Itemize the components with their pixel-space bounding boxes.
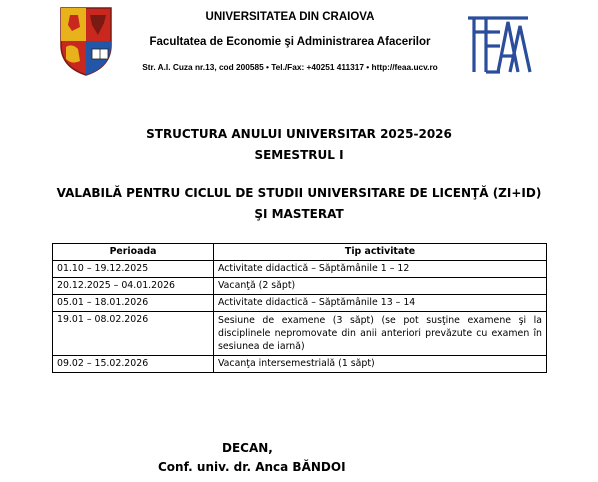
period-cell: 01.10 – 19.12.2025	[53, 261, 214, 278]
university-crest-icon	[58, 5, 114, 77]
table-header-row	[53, 244, 547, 261]
period-cell: 20.12.2025 – 04.01.2026	[53, 278, 214, 295]
column-header: Tip activitate	[214, 244, 547, 261]
period-cell: 19.01 – 08.02.2026	[53, 312, 214, 356]
column-header: Perioada	[53, 244, 214, 261]
university-name: UNIVERSITATEA DIN CRAIOVA	[205, 11, 375, 23]
table-row	[53, 278, 547, 295]
table-row	[53, 295, 547, 312]
faculty-address: Str. A.I. Cuza nr.13, cod 200585 • Tel./Fax: +40251 411317 • http://feaa.ucv.ro	[142, 62, 438, 72]
document-title: STRUCTURA ANULUI UNIVERSITAR 2025-2026	[146, 127, 452, 141]
document-header	[0, 0, 598, 90]
activity-cell: Activitate didactică – Săptămânile 1 – 12	[214, 261, 547, 278]
signature-name: Conf. univ. dr. Anca BĂNDOI	[158, 460, 346, 474]
activity-cell: Sesiune de examene (3 săpt) (se pot susţine examene şi la disciplinele nepromovate din anii anteriori prevăzute cu examen în sesiunea de iarnă)	[214, 312, 547, 356]
table-row	[53, 356, 547, 373]
semester-title: SEMESTRUL I	[254, 148, 344, 162]
table-row	[53, 312, 547, 356]
activity-cell: Activitate didactică – Săptămânile 13 – 14	[214, 295, 547, 312]
activity-cell: Vacanţa intersemestrială (1 săpt)	[214, 356, 547, 373]
period-cell: 05.01 – 18.01.2026	[53, 295, 214, 312]
schedule-table	[52, 243, 547, 373]
activity-cell: Vacanţă (2 săpt)	[214, 278, 547, 295]
validity-title: VALABILĂ PENTRU CICLUL DE STUDII UNIVERSITARE DE LICENŢĂ (ZI+ID)	[56, 186, 542, 200]
faculty-name: Facultatea de Economie şi Administrarea Afacerilor	[149, 36, 431, 48]
validity-subtitle: ŞI MASTERAT	[254, 207, 344, 221]
period-cell: 09.02 – 15.02.2026	[53, 356, 214, 373]
signature-role: DECAN,	[222, 441, 273, 455]
table-row	[53, 261, 547, 278]
feaa-logo-icon	[464, 12, 532, 76]
